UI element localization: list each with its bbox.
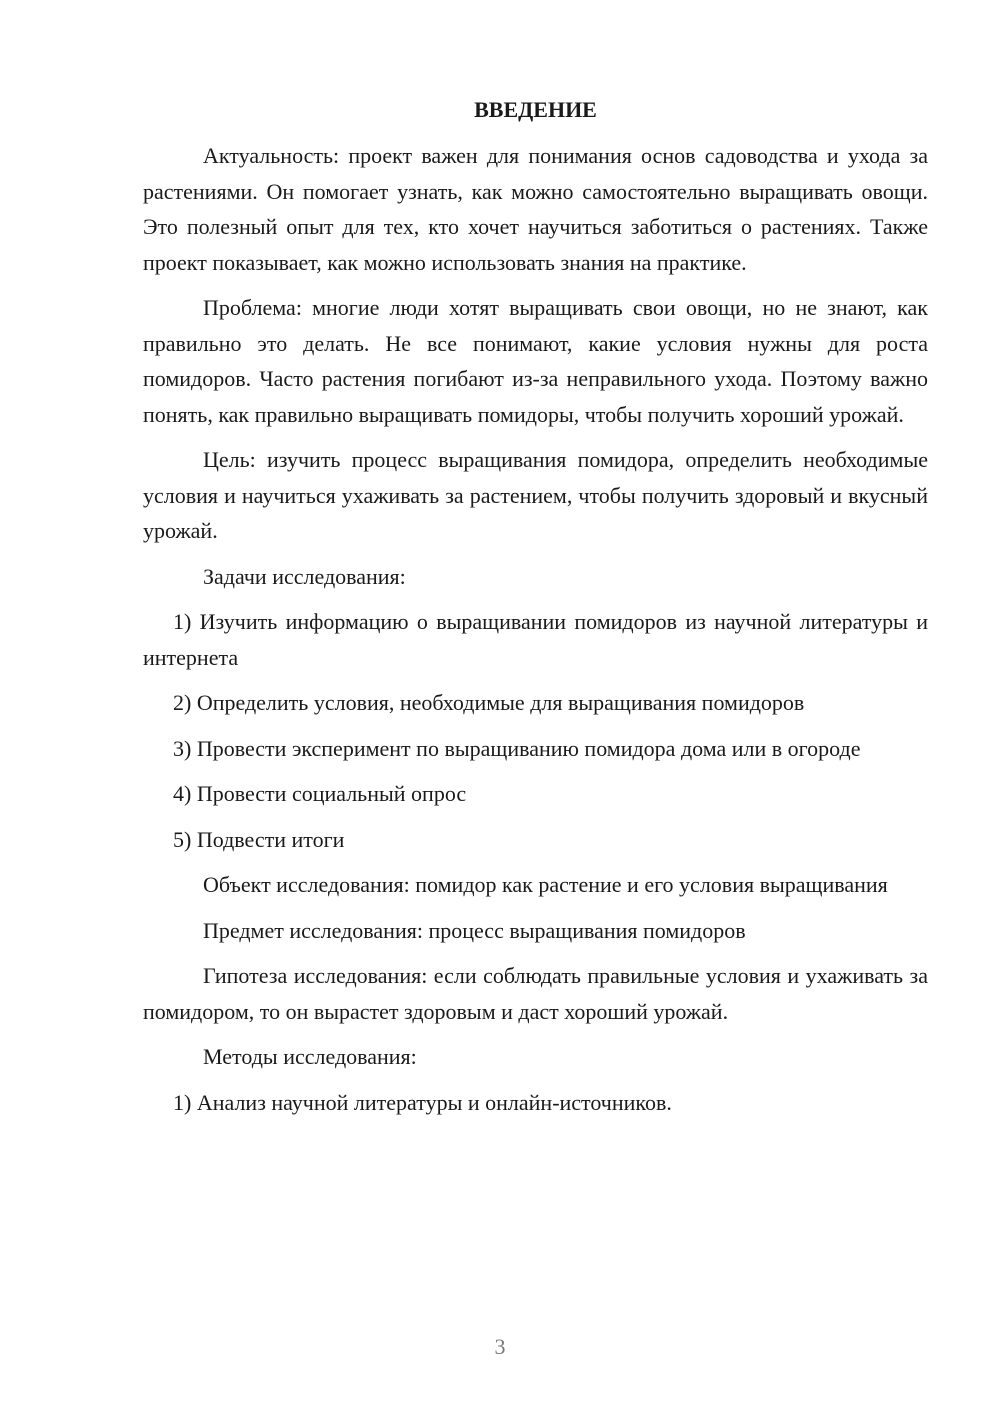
task-item-1: 1) Изучить информацию о выращивании помидоров из научной литературы и интернета [143,609,928,670]
goal-paragraph: Цель: изучить процесс выращивания помидора, определить необходимые условия и научиться ухаживать за растением, чтобы получить здоровый и вкусный урожай. [143,447,928,543]
method-item-1: 1) Анализ научной литературы и онлайн-источников. [173,1089,672,1115]
task-item-5: 5) Подвести итоги [173,826,345,852]
methods-heading: Методы исследования: [203,1044,417,1069]
document-page [143,92,928,1130]
section-title: ВВЕДЕНИЕ [474,97,597,122]
subject-paragraph: Предмет исследования: процесс выращивания помидоров [203,917,746,943]
tasks-heading: Задачи исследования: [203,563,406,589]
page-number: 3 [494,1334,506,1359]
relevance-paragraph: Актуальность: проект важен для понимания основ садоводства и ухода за растениями. Он помогает узнать, как можно самостоятельно выращивать овощи. Это полезный опыт для тех, кто хочет научиться заботиться о растениях. Также проект показывает, как можно использовать знания на практике. [143,143,928,275]
problem-paragraph: Проблема: многие люди хотят выращивать свои овощи, но не знают, как правильно это делать. Не все понимают, какие условия нужны для роста помидоров. Часто растения погибают из-за неправильного ухода. Поэтому важно понять, как правильно выращивать помидоры, чтобы получить хороший урожай. [143,295,928,427]
object-paragraph: Объект исследования: помидор как растение и его условия выращивания [203,872,888,897]
task-item-2: 2) Определить условия, необходимые для выращивания помидоров [173,690,805,715]
hypothesis-paragraph: Гипотеза исследования: если соблюдать правильные условия и ухаживать за помидором, то он вырастет здоровым и даст хороший урожай. [143,963,928,1024]
task-item-3: 3) Провести эксперимент по выращиванию помидора дома или в огороде [173,735,861,761]
task-item-4: 4) Провести социальный опрос [173,781,467,806]
